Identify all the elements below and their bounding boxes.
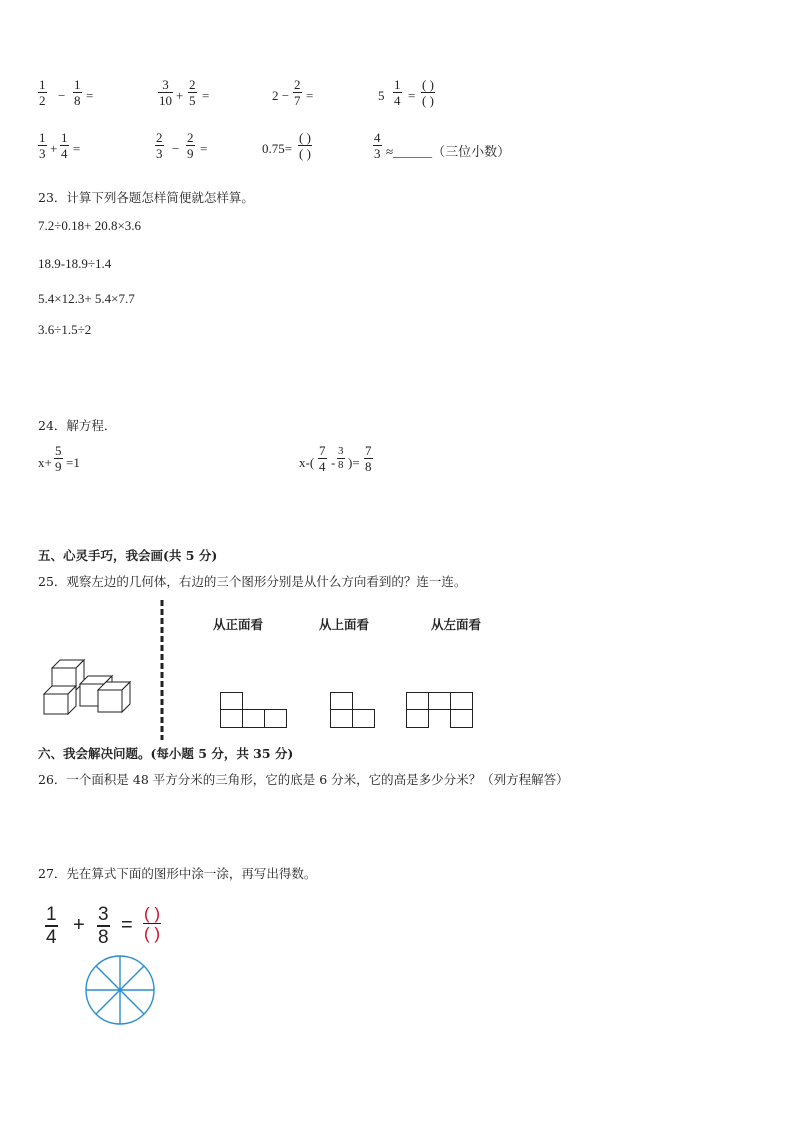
whole-number: 5 — [378, 88, 385, 103]
lead-text: 2 − — [272, 88, 290, 103]
fraction: 3 8 — [338, 445, 344, 471]
operator: + — [50, 141, 58, 156]
fraction: 5 9 — [55, 443, 62, 474]
equals: = — [408, 88, 416, 103]
q27-prompt: 27．先在算式下面的图形中涂一涂，再写出得数。 — [38, 866, 317, 881]
answer-fraction: ( ) ( ) — [422, 77, 434, 108]
operator: − — [172, 141, 180, 156]
fraction: 3 10 — [159, 77, 172, 108]
approx-blank: ≈______（三位小数） — [386, 144, 511, 159]
fraction: 1 3 — [39, 130, 46, 161]
fraction: 3 8 — [98, 904, 109, 948]
view-label-left: 从左面看 — [431, 617, 482, 632]
fraction: 7 8 — [365, 443, 372, 474]
answer-fraction: ( ) ( ) — [144, 904, 161, 943]
view-label-front: 从正面看 — [213, 617, 264, 632]
dashed-divider — [160, 600, 164, 740]
section-5-title: 五、心灵手巧，我会画(共 5 分) — [38, 548, 218, 563]
fraction: 1 4 — [46, 904, 57, 948]
fraction: 2 9 — [187, 130, 194, 161]
operator: − — [58, 88, 66, 103]
q25-prompt: 25．观察左边的几何体，右边的三个图形分别是从什么方向看到的？连一连。 — [38, 574, 467, 589]
q23-item-4: 3.6÷1.5÷2 — [38, 322, 92, 337]
equals: = — [73, 141, 81, 156]
fraction: 4 3 — [374, 130, 381, 161]
q23-item-2: 18.9-18.9÷1.4 — [38, 256, 112, 271]
fraction: 2 5 — [189, 77, 196, 108]
cube-solid-figure — [40, 654, 144, 718]
q23-title: 23．计算下列各题怎样简便就怎样算。 — [38, 190, 254, 205]
equals: = — [200, 141, 208, 156]
fraction: 1 4 — [61, 130, 68, 161]
operator: + — [176, 88, 184, 103]
fraction: 7 4 — [319, 443, 326, 474]
section-6-title: 六、我会解决问题。(每小题 5 分，共 35 分) — [38, 746, 294, 761]
equals: = — [306, 88, 314, 103]
equals: = — [86, 88, 94, 103]
fraction: 2 7 — [294, 77, 301, 108]
q23-item-1: 7.2÷0.18+ 20.8×3.6 — [38, 218, 142, 233]
answer-fraction: ( ) ( ) — [299, 130, 311, 161]
q24-title: 24．解方程． — [38, 418, 117, 433]
equals: = — [202, 88, 210, 103]
fraction: 1 2 — [39, 77, 46, 108]
lead-text: 0.75= — [262, 141, 293, 156]
q26-prompt: 26．一个面积是 48 平方分米的三角形，它的底是 6 分米，它的高是多少分米？（列方程解答） — [38, 772, 569, 787]
q23-item-3: 5.4×12.3+ 5.4×7.7 — [38, 291, 135, 306]
fraction: 1 4 — [394, 77, 401, 108]
view-label-top: 从上面看 — [319, 617, 370, 632]
fraction: 2 3 — [156, 130, 163, 161]
fraction: 1 8 — [74, 77, 81, 108]
circle-eighths-diagram — [84, 954, 156, 1026]
